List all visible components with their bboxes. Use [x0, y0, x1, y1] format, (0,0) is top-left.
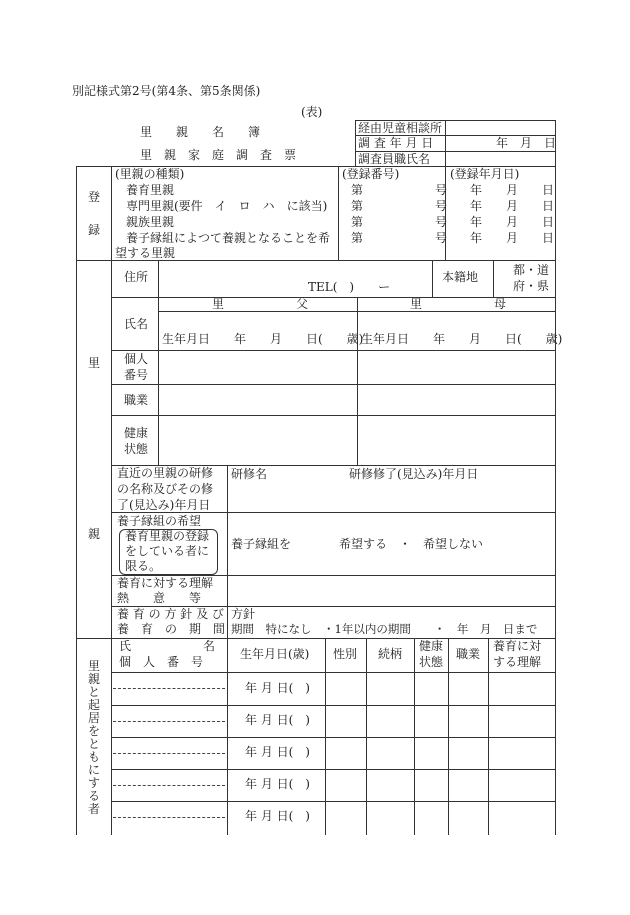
cohabitants-header-understanding-1: 養育に対: [493, 639, 542, 653]
survey-date-label: 調 査 年 月 日: [358, 136, 434, 150]
registration-type-4: 養子縁組によつて養親となることを希: [126, 231, 331, 245]
cohabitants-header-gender: 性別: [333, 647, 358, 661]
adoption-label: 養子縁組の希望: [117, 514, 202, 528]
mother-birth: 生年月日 年 月 日( 歳): [361, 332, 563, 346]
adoption-note-3: 限る。: [125, 559, 162, 573]
cohabitants-header-job: 職業: [456, 647, 481, 661]
cohabitants-header-understanding-2: する理解: [493, 655, 542, 669]
policy-label: 方針: [231, 607, 256, 621]
cohabitants-header-number: 個 人 番 号: [119, 655, 204, 669]
registration-number-row: 第 号: [351, 183, 448, 197]
prefecture-line1: 都・道: [513, 263, 550, 277]
address-tel: TEL( ) ー: [308, 280, 391, 294]
registration-type-header: (里親の種類): [115, 167, 185, 181]
policy-label-2: 養 育 の 期 間: [117, 622, 226, 636]
registration-date-row: 年 月 日: [470, 199, 555, 213]
health-label-2: 状態: [124, 442, 149, 456]
side-label: (表): [301, 105, 323, 119]
training-completion-label: 研修修了(見込み)年月日: [349, 467, 479, 481]
mother-header: 里 母: [410, 297, 507, 311]
registration-number-header: (登録番号): [342, 167, 400, 181]
training-label-3: 了(見込み)年月日: [117, 498, 211, 512]
name-label: 氏名: [124, 317, 149, 331]
father-birth: 生年月日 年 月 日( 歳): [162, 332, 364, 346]
parent-label-bottom: 親: [88, 527, 101, 541]
understanding-label-2: 熱 意 等: [117, 591, 202, 605]
registration-date-row: 年 月 日: [470, 231, 555, 245]
registration-label-bottom: 録: [88, 223, 101, 237]
personal-number-label-1: 個人: [124, 352, 149, 366]
father-header: 里 父: [212, 297, 309, 311]
occupation-label: 職業: [124, 393, 149, 407]
registration-number-row: 第 号: [351, 199, 448, 213]
registration-number-row: 第 号: [351, 231, 448, 245]
cohabitant-birth: 年 月 日( ): [245, 713, 310, 727]
consult-office-label: 経由児童相談所: [358, 121, 443, 135]
form-number: 別記様式第2号(第4条、第5条関係): [72, 84, 261, 98]
adoption-text: 養子縁組を 希望する ・ 希望しない: [231, 537, 484, 551]
adoption-note-2: をしている者に: [125, 544, 210, 558]
registration-type-2: 専門里親(要件 イ ロ ハ に該当): [126, 199, 328, 213]
survey-date-value: 年 月 日: [496, 136, 557, 150]
registration-date-header: (登録年月日): [450, 167, 520, 181]
cohabitant-birth: 年 月 日( ): [245, 777, 310, 791]
registration-date-row: 年 月 日: [470, 183, 555, 197]
cohabitant-birth: 年 月 日( ): [245, 809, 310, 823]
cohabitant-birth: 年 月 日( ): [245, 745, 310, 759]
registration-type-4-cont: 望する里親: [115, 246, 176, 260]
personal-number-label-2: 番号: [124, 368, 149, 382]
form-title-survey: 里 親 家 庭 調 査 票: [140, 148, 297, 162]
cohabitants-header-relation: 続柄: [378, 647, 403, 661]
cohabitants-header-health-2: 状態: [419, 655, 444, 669]
cohabitants-side-label: 里親と起居をともにする者: [87, 659, 100, 816]
surveyor-label: 調査員職氏名: [358, 152, 431, 166]
registration-number-row: 第 号: [351, 215, 448, 229]
adoption-note-1: 養育里親の登録: [125, 529, 210, 543]
address-label: 住所: [124, 270, 149, 284]
training-name-label: 研修名: [231, 467, 268, 481]
prefecture-line2: 府・県: [513, 279, 550, 293]
cohabitants-header-health-1: 健康: [419, 639, 444, 653]
form-title-registry: 里 親 名 簿: [140, 125, 261, 139]
registration-label-top: 登: [88, 190, 101, 204]
domicile-label: 本籍地: [442, 270, 479, 284]
registration-type-3: 親族里親: [126, 215, 175, 229]
cohabitants-header-name: 氏 名: [119, 639, 216, 653]
training-label-1: 直近の里親の研修: [117, 466, 214, 480]
policy-label-1: 養 育 の 方 針 及 び: [117, 607, 224, 621]
policy-period: 期間 特になし ・1年以内の期間 ・ 年 月 日まで: [231, 622, 538, 636]
health-label-1: 健康: [124, 426, 149, 440]
cohabitant-birth: 年 月 日( ): [245, 681, 310, 695]
understanding-label-1: 養育に対する理解: [117, 576, 214, 590]
training-label-2: の名称及びその修: [117, 482, 214, 496]
parent-label-top: 里: [88, 356, 101, 370]
registration-date-row: 年 月 日: [470, 215, 555, 229]
cohabitants-header-birth: 生年月日(歳): [240, 647, 310, 661]
registration-type-1: 養育里親: [126, 183, 175, 197]
